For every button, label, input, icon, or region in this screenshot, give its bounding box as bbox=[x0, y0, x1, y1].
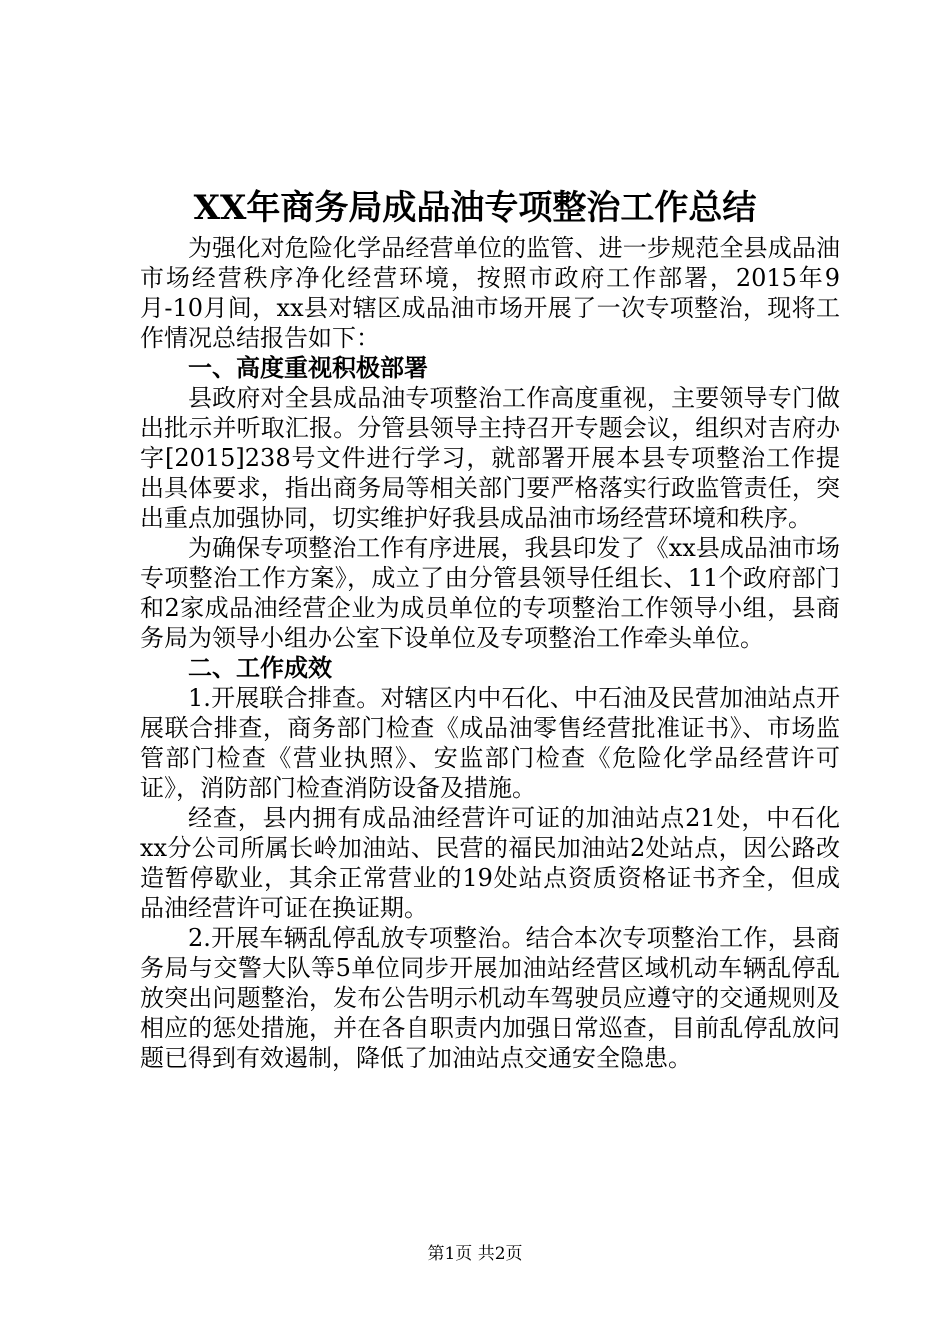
intro-paragraph: 为强化对危险化学品经营单位的监管、进一步规范全县成品油市场经营秩序净化经营环境，按照市政府工作部署，2015年9月-10月间，xx县对辖区成品油市场开展了一次专项整治，现将工作情况总结报告如下： bbox=[140, 234, 840, 352]
section-1-paragraph-1: 县政府对全县成品油专项整治工作高度重视，主要领导专门做出批示并听取汇报。分管县领导主持召开专题会议，组织对吉府办字[2015]238号文件进行学习，就部署开展本县专项整治工作提出具体要求，指出商务局等相关部门要严格落实行政监管责任，突出重点加强协同，切实维护好我县成品油市场经营环境和秩序。 bbox=[140, 384, 840, 532]
page-number-footer: 第1页 共2页 bbox=[427, 1244, 523, 1264]
document-title: XX年商务局成品油专项整治工作总结 bbox=[193, 188, 757, 228]
section-heading-2: 二、工作成效 bbox=[188, 654, 332, 682]
section-2-paragraph-1: 1.开展联合排查。对辖区内中石化、中石油及民营加油站点开展联合排查，商务部门检查《成品油零售经营批准证书》、市场监管部门检查《营业执照》、安监部门检查《危险化学品经营许可证》，消防部门检查消防设备及措施。 bbox=[140, 684, 840, 802]
section-heading-1: 一、高度重视积极部署 bbox=[188, 354, 428, 382]
section-1-paragraph-2: 为确保专项整治工作有序进展，我县印发了《xx县成品油市场专项整治工作方案》，成立了由分管县领导任组长、11个政府部门和2家成品油经营企业为成员单位的专项整治工作领导小组，县商务局为领导小组办公室下设单位及专项整治工作牵头单位。 bbox=[140, 534, 840, 652]
document-body bbox=[140, 233, 840, 1073]
section-2-paragraph-3: 2.开展车辆乱停乱放专项整治。结合本次专项整治工作，县商务局与交警大队等5单位同步开展加油站经营区域机动车辆乱停乱放突出问题整治，发布公告明示机动车驾驶员应遵守的交通规则及相应的惩处措施，并在各自职责内加强日常巡查，目前乱停乱放问题已得到有效遏制，降低了加油站点交通安全隐患。 bbox=[140, 924, 840, 1072]
section-2-paragraph-2: 经查，县内拥有成品油经营许可证的加油站点21处，中石化xx分公司所属长岭加油站、民营的福民加油站2处站点，因公路改造暂停歇业，其余正常营业的19处站点资质资格证书齐全，但成品油经营许可证在换证期。 bbox=[140, 804, 840, 922]
